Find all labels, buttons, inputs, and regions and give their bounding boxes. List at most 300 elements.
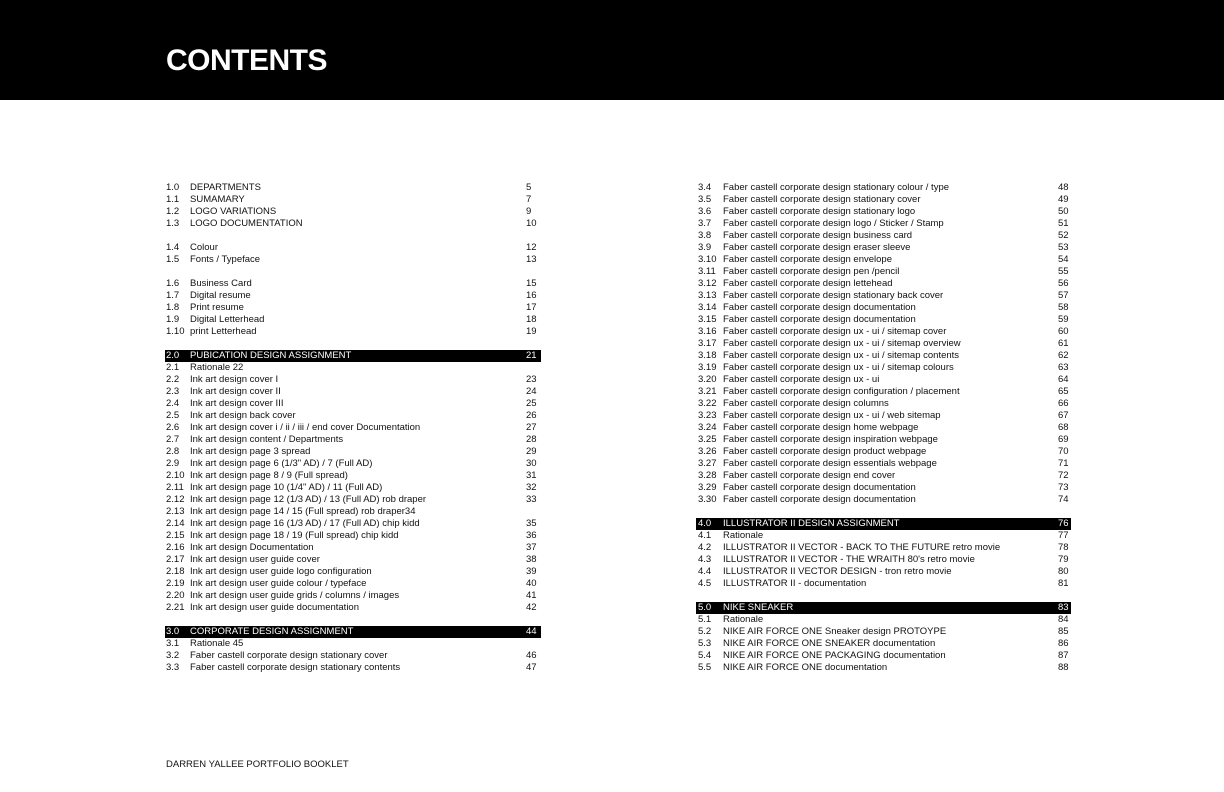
toc-entry-title: Ink art design cover i / ii / iii / end cover Documentation xyxy=(190,422,421,433)
toc-entry-number: 5.4 xyxy=(698,650,712,661)
toc-entry-page: 48 xyxy=(1058,182,1069,193)
toc-entry xyxy=(696,650,1071,662)
toc-entry-number: 3.21 xyxy=(698,386,717,397)
toc-entry xyxy=(696,422,1071,434)
toc-entry-page: 86 xyxy=(1058,638,1069,649)
toc-entry-page: 80 xyxy=(1058,566,1069,577)
toc-entry-page: 33 xyxy=(526,494,537,505)
toc-entry xyxy=(165,650,541,662)
toc-entry xyxy=(696,530,1071,542)
toc-entry-number: 3.10 xyxy=(698,254,717,265)
toc-entry-title: Faber castell corporate design ux - ui / sitemap overview xyxy=(723,338,961,349)
toc-entry-page: 36 xyxy=(526,530,537,541)
toc-entry-page: 31 xyxy=(526,470,537,481)
toc-entry-number: 1.7 xyxy=(166,290,180,301)
toc-entry xyxy=(165,218,541,230)
toc-entry-title: ILLUSTRATOR II VECTOR DESIGN - tron retro movie xyxy=(723,566,952,577)
toc-entry xyxy=(165,590,541,602)
toc-entry-page: 12 xyxy=(526,242,537,253)
toc-entry-page: 76 xyxy=(1058,518,1069,529)
toc-entry-number: 1.8 xyxy=(166,302,180,313)
toc-entry-title: Rationale 45 xyxy=(190,638,244,649)
toc-entry-title: Faber castell corporate design eraser sleeve xyxy=(723,242,911,253)
toc-entry-title: NIKE AIR FORCE ONE documentation xyxy=(723,662,888,673)
toc-entry-page: 67 xyxy=(1058,410,1069,421)
toc-entry-title: Faber castell corporate design columns xyxy=(723,398,889,409)
toc-entry-page: 50 xyxy=(1058,206,1069,217)
toc-entry xyxy=(165,374,541,386)
toc-entry-page: 19 xyxy=(526,326,537,337)
toc-entry-number: 2.15 xyxy=(166,530,185,541)
toc-entry-number: 3.26 xyxy=(698,446,717,457)
toc-spacer xyxy=(165,614,541,626)
toc-entry-number: 2.5 xyxy=(166,410,180,421)
toc-entry-page: 83 xyxy=(1058,602,1069,613)
toc-entry-page: 23 xyxy=(526,374,537,385)
toc-entry-title: Faber castell corporate design pen /pencil xyxy=(723,266,900,277)
toc-entry xyxy=(696,578,1071,590)
toc-entry xyxy=(165,398,541,410)
toc-entry-number: 4.2 xyxy=(698,542,712,553)
toc-entry-page: 85 xyxy=(1058,626,1069,637)
toc-entry-number: 3.20 xyxy=(698,374,717,385)
toc-entry xyxy=(165,314,541,326)
toc-entry xyxy=(696,638,1071,650)
toc-entry-page: 69 xyxy=(1058,434,1069,445)
toc-entry-title: Rationale xyxy=(723,614,764,625)
toc-entry-page: 66 xyxy=(1058,398,1069,409)
toc-entry xyxy=(696,662,1071,674)
toc-entry-title: LOGO VARIATIONS xyxy=(190,206,277,217)
toc-entry xyxy=(165,410,541,422)
toc-entry-page: 49 xyxy=(1058,194,1069,205)
toc-entry-title: Ink art design user guide logo configuration xyxy=(190,566,372,577)
toc-entry xyxy=(165,206,541,218)
toc-entry-number: 2.9 xyxy=(166,458,180,469)
toc-entry-number: 5.3 xyxy=(698,638,712,649)
toc-entry-number: 3.30 xyxy=(698,494,717,505)
toc-entry-title: Faber castell corporate design ux - ui xyxy=(723,374,880,385)
toc-entry-number: 2.1 xyxy=(166,362,180,373)
toc-entry-number: 2.8 xyxy=(166,446,180,457)
toc-entry xyxy=(696,218,1071,230)
toc-entry xyxy=(696,314,1071,326)
toc-entry-page: 39 xyxy=(526,566,537,577)
toc-entry xyxy=(165,326,541,338)
toc-entry xyxy=(165,494,541,506)
toc-entry-page: 77 xyxy=(1058,530,1069,541)
toc-spacer xyxy=(165,338,541,350)
toc-entry-page: 35 xyxy=(526,518,537,529)
toc-entry-title: Faber castell corporate design end cover xyxy=(723,470,896,481)
toc-entry xyxy=(696,242,1071,254)
toc-entry-title: ILLUSTRATOR II DESIGN ASSIGNMENT xyxy=(723,518,900,529)
toc-entry xyxy=(696,446,1071,458)
toc-entry-number: 2.0 xyxy=(166,350,180,361)
toc-entry xyxy=(165,290,541,302)
toc-entry-title: Ink art design page 3 spread xyxy=(190,446,311,457)
toc-entry-number: 1.5 xyxy=(166,254,180,265)
toc-entry-page: 10 xyxy=(526,218,537,229)
toc-entry-number: 3.0 xyxy=(166,626,180,637)
toc-entry-title: Faber castell corporate design home webpage xyxy=(723,422,919,433)
toc-entry-page: 58 xyxy=(1058,302,1069,313)
toc-entry xyxy=(696,338,1071,350)
toc-section-heading xyxy=(696,518,1071,530)
toc-entry-title: Faber castell corporate design stationary colour / type xyxy=(723,182,950,193)
toc-entry-number: 1.2 xyxy=(166,206,180,217)
toc-entry-page: 73 xyxy=(1058,482,1069,493)
toc-entry-page: 62 xyxy=(1058,350,1069,361)
toc-entry-page: 57 xyxy=(1058,290,1069,301)
toc-entry-page: 88 xyxy=(1058,662,1069,673)
toc-entry-title: Ink art design cover I xyxy=(190,374,279,385)
toc-entry xyxy=(165,302,541,314)
toc-entry-number: 4.0 xyxy=(698,518,712,529)
toc-entry xyxy=(696,206,1071,218)
toc-entry-title: Ink art design page 8 / 9 (Full spread) xyxy=(190,470,348,481)
toc-entry xyxy=(165,578,541,590)
toc-entry-title: Ink art design page 10 (1/4" AD) / 11 (Full AD) xyxy=(190,482,383,493)
toc-entry-number: 3.5 xyxy=(698,194,712,205)
toc-entry xyxy=(696,278,1071,290)
toc-entry-title: Colour xyxy=(190,242,218,253)
toc-entry xyxy=(696,434,1071,446)
toc-entry xyxy=(696,470,1071,482)
toc-entry-page: 46 xyxy=(526,650,537,661)
toc-entry-title: Ink art design page 12 (1/3 AD) / 13 (Full AD) rob draper xyxy=(190,494,427,505)
toc-entry-number: 2.19 xyxy=(166,578,185,589)
toc-entry xyxy=(696,230,1071,242)
toc-entry-page: 9 xyxy=(526,206,532,217)
toc-entry-number: 3.14 xyxy=(698,302,717,313)
toc-entry-title: Faber castell corporate design stationary contents xyxy=(190,662,401,673)
toc-section-heading xyxy=(696,602,1071,614)
toc-entry xyxy=(696,614,1071,626)
toc-entry xyxy=(696,266,1071,278)
toc-entry-page: 27 xyxy=(526,422,537,433)
toc-entry-number: 4.3 xyxy=(698,554,712,565)
toc-entry-title: Ink art design user guide documentation xyxy=(190,602,359,613)
toc-entry xyxy=(696,458,1071,470)
toc-entry-number: 2.4 xyxy=(166,398,180,409)
toc-entry-page: 53 xyxy=(1058,242,1069,253)
toc-entry-title: Ink art design cover III xyxy=(190,398,284,409)
toc-entry xyxy=(696,326,1071,338)
toc-entry-title: ILLUSTRATOR II VECTOR - BACK TO THE FUTURE retro movie xyxy=(723,542,1001,553)
toc-entry-page: 71 xyxy=(1058,458,1069,469)
toc-entry-title: NIKE AIR FORCE ONE PACKAGING documentation xyxy=(723,650,946,661)
toc-entry xyxy=(165,362,541,374)
toc-entry xyxy=(696,362,1071,374)
toc-entry-page: 28 xyxy=(526,434,537,445)
toc-entry-title: PUBICATION DESIGN ASSIGNMENT xyxy=(190,350,352,361)
toc-entry xyxy=(696,494,1071,506)
toc-entry-title: Faber castell corporate design ux - ui / sitemap colours xyxy=(723,362,954,373)
toc-entry xyxy=(165,446,541,458)
toc-entry-number: 5.2 xyxy=(698,626,712,637)
toc-entry-page: 29 xyxy=(526,446,537,457)
toc-spacer xyxy=(696,506,1071,518)
toc-entry-page: 56 xyxy=(1058,278,1069,289)
toc-section-heading xyxy=(165,350,541,362)
toc-section-heading xyxy=(165,626,541,638)
toc-entry-number: 2.7 xyxy=(166,434,180,445)
toc-entry-title: Ink art design user guide cover xyxy=(190,554,320,565)
toc-entry-title: Faber castell corporate design documentation xyxy=(723,302,916,313)
toc-entry-page: 81 xyxy=(1058,578,1069,589)
toc-entry-title: Ink art design Documentation xyxy=(190,542,314,553)
toc-entry-title: Ink art design back cover xyxy=(190,410,296,421)
toc-entry-number: 3.3 xyxy=(166,662,180,673)
toc-entry xyxy=(165,662,541,674)
toc-entry-title: ILLUSTRATOR II VECTOR - THE WRAITH 80's retro movie xyxy=(723,554,975,565)
toc-entry-page: 61 xyxy=(1058,338,1069,349)
toc-entry-number: 4.4 xyxy=(698,566,712,577)
toc-entry-number: 3.28 xyxy=(698,470,717,481)
toc-entry-page: 15 xyxy=(526,278,537,289)
toc-entry-page: 72 xyxy=(1058,470,1069,481)
toc-entry-title: Ink art design page 18 / 19 (Full spread) chip kidd xyxy=(190,530,399,541)
toc-entry xyxy=(696,554,1071,566)
toc-entry-title: NIKE AIR FORCE ONE SNEAKER documentation xyxy=(723,638,936,649)
toc-entry-title: NIKE AIR FORCE ONE Sneaker design PROTOYPE xyxy=(723,626,947,637)
toc-entry-page: 24 xyxy=(526,386,537,397)
toc-spacer xyxy=(165,266,541,278)
toc-entry-number: 4.1 xyxy=(698,530,712,541)
toc-entry-page: 40 xyxy=(526,578,537,589)
toc-entry-number: 3.15 xyxy=(698,314,717,325)
toc-entry-number: 2.16 xyxy=(166,542,185,553)
toc-entry-title: Digital Letterhead xyxy=(190,314,265,325)
toc-entry-title: print Letterhead xyxy=(190,326,257,337)
toc-entry xyxy=(165,194,541,206)
toc-entry-title: Faber castell corporate design inspiration webpage xyxy=(723,434,938,445)
toc-entry-number: 1.9 xyxy=(166,314,180,325)
toc-entry-page: 79 xyxy=(1058,554,1069,565)
toc-entry-number: 2.21 xyxy=(166,602,185,613)
toc-entry-number: 4.5 xyxy=(698,578,712,589)
toc-entry xyxy=(696,626,1071,638)
toc-entry-number: 5.1 xyxy=(698,614,712,625)
toc-entry-number: 3.19 xyxy=(698,362,717,373)
toc-entry-page: 55 xyxy=(1058,266,1069,277)
toc-entry-title: Faber castell corporate design documentation xyxy=(723,482,916,493)
toc-entry-title: Faber castell corporate design essentials webpage xyxy=(723,458,937,469)
toc-entry-number: 3.12 xyxy=(698,278,717,289)
toc-entry-number: 1.4 xyxy=(166,242,180,253)
toc-entry xyxy=(696,566,1071,578)
toc-entry-page: 74 xyxy=(1058,494,1069,505)
toc-entry-number: 3.13 xyxy=(698,290,717,301)
toc-entry xyxy=(696,350,1071,362)
toc-entry-title: LOGO DOCUMENTATION xyxy=(190,218,303,229)
toc-entry-page: 65 xyxy=(1058,386,1069,397)
toc-entry-number: 2.13 xyxy=(166,506,185,517)
toc-entry-title: Faber castell corporate design lettehead xyxy=(723,278,893,289)
toc-entry-page: 87 xyxy=(1058,650,1069,661)
toc-entry-number: 5.5 xyxy=(698,662,712,673)
toc-entry-page: 47 xyxy=(526,662,537,673)
toc-entry xyxy=(165,386,541,398)
toc-entry xyxy=(696,398,1071,410)
toc-entry-page: 30 xyxy=(526,458,537,469)
toc-entry-number: 3.9 xyxy=(698,242,712,253)
toc-entry xyxy=(165,518,541,530)
toc-entry xyxy=(696,410,1071,422)
toc-entry xyxy=(696,182,1071,194)
toc-entry xyxy=(165,638,541,650)
toc-entry-page: 42 xyxy=(526,602,537,613)
toc-entry-page: 84 xyxy=(1058,614,1069,625)
toc-entry-page: 78 xyxy=(1058,542,1069,553)
toc-entry-page: 21 xyxy=(526,350,537,361)
toc-entry xyxy=(696,302,1071,314)
toc-entry-number: 2.17 xyxy=(166,554,185,565)
toc-entry-title: Faber castell corporate design ux - ui / web sitemap xyxy=(723,410,941,421)
toc-entry-page: 52 xyxy=(1058,230,1069,241)
toc-entry-number: 2.14 xyxy=(166,518,185,529)
toc-entry-page: 17 xyxy=(526,302,537,313)
toc-entry xyxy=(165,470,541,482)
toc-entry xyxy=(165,506,541,518)
toc-entry-number: 3.7 xyxy=(698,218,712,229)
toc-entry-title: Faber castell corporate design configuration / placement xyxy=(723,386,960,397)
toc-entry-title: Faber castell corporate design envelope xyxy=(723,254,892,265)
toc-entry-page: 16 xyxy=(526,290,537,301)
toc-entry xyxy=(165,254,541,266)
toc-entry-page: 37 xyxy=(526,542,537,553)
toc-entry-title: Ink art design content / Departments xyxy=(190,434,344,445)
toc-spacer xyxy=(696,590,1071,602)
toc-entry-number: 3.25 xyxy=(698,434,717,445)
toc-entry-number: 2.20 xyxy=(166,590,185,601)
toc-entry-page: 26 xyxy=(526,410,537,421)
toc-entry-title: SUMAMARY xyxy=(190,194,245,205)
toc-entry xyxy=(165,242,541,254)
toc-entry-title: Business Card xyxy=(190,278,252,289)
toc-entry xyxy=(165,458,541,470)
toc-entry-page: 25 xyxy=(526,398,537,409)
toc-entry-title: Faber castell corporate design ux - ui / sitemap contents xyxy=(723,350,960,361)
header-bar xyxy=(0,0,1224,100)
toc-entry-title: Faber castell corporate design logo / Sticker / Stamp xyxy=(723,218,944,229)
toc-left-column xyxy=(165,182,541,674)
toc-entry xyxy=(165,602,541,614)
toc-entry-number: 3.8 xyxy=(698,230,712,241)
toc-entry-number: 3.2 xyxy=(166,650,180,661)
toc-entry-number: 1.0 xyxy=(166,182,180,193)
toc-entry-page: 7 xyxy=(526,194,532,205)
toc-entry-title: Faber castell corporate design documentation xyxy=(723,494,916,505)
toc-entry xyxy=(696,194,1071,206)
toc-entry-title: Faber castell corporate design ux - ui / sitemap cover xyxy=(723,326,947,337)
toc-entry-number: 3.11 xyxy=(698,266,716,277)
toc-entry-page: 54 xyxy=(1058,254,1069,265)
toc-entry-title: Print resume xyxy=(190,302,244,313)
toc-entry-title: Faber castell corporate design stationary cover xyxy=(723,194,921,205)
toc-entry-number: 3.27 xyxy=(698,458,717,469)
toc-entry-number: 3.16 xyxy=(698,326,717,337)
toc-entry-number: 3.23 xyxy=(698,410,717,421)
toc-entry-title: Faber castell corporate design business card xyxy=(723,230,913,241)
toc-entry-number: 2.6 xyxy=(166,422,180,433)
toc-entry-number: 3.4 xyxy=(698,182,712,193)
toc-entry-page: 38 xyxy=(526,554,537,565)
toc-entry-page: 32 xyxy=(526,482,537,493)
toc-entry-number: 3.22 xyxy=(698,398,717,409)
footer-text: DARREN YALLEE PORTFOLIO BOOKLET xyxy=(166,759,349,770)
toc-right-column xyxy=(696,182,1071,674)
toc-entry-page: 13 xyxy=(526,254,537,265)
toc-entry-page: 44 xyxy=(526,626,537,637)
toc-entry-title: Rationale xyxy=(723,530,764,541)
toc-entry-title: Ink art design user guide colour / typeface xyxy=(190,578,367,589)
toc-entry-number: 2.18 xyxy=(166,566,185,577)
toc-entry-title: Faber castell corporate design stationary logo xyxy=(723,206,916,217)
toc-entry-number: 1.10 xyxy=(166,326,185,337)
toc-entry-number: 3.18 xyxy=(698,350,717,361)
toc-entry xyxy=(696,374,1071,386)
toc-entry xyxy=(165,422,541,434)
toc-entry xyxy=(165,542,541,554)
toc-entry xyxy=(165,182,541,194)
toc-entry-number: 2.10 xyxy=(166,470,185,481)
toc-entry-page: 5 xyxy=(526,182,532,193)
toc-entry-number: 2.12 xyxy=(166,494,185,505)
toc-entry-title: Faber castell corporate design stationary cover xyxy=(190,650,388,661)
toc-entry-number: 2.2 xyxy=(166,374,180,385)
toc-entry-title: Rationale 22 xyxy=(190,362,244,373)
toc-entry-number: 1.3 xyxy=(166,218,180,229)
toc-entry-title: Fonts / Typeface xyxy=(190,254,261,265)
toc-entry-title: ILLUSTRATOR II - documentation xyxy=(723,578,867,589)
toc-entry-number: 3.29 xyxy=(698,482,717,493)
toc-entry-title: Ink art design cover II xyxy=(190,386,281,397)
toc-entry-page: 70 xyxy=(1058,446,1069,457)
toc-entry-number: 3.17 xyxy=(698,338,717,349)
toc-entry-title: Faber castell corporate design documentation xyxy=(723,314,916,325)
toc-entry-title: Ink art design user guide grids / columns / images xyxy=(190,590,400,601)
toc-entry-number: 5.0 xyxy=(698,602,712,613)
toc-entry-title: Digital resume xyxy=(190,290,251,301)
toc-entry-title: Faber castell corporate design stationary back cover xyxy=(723,290,944,301)
toc-entry-title: CORPORATE DESIGN ASSIGNMENT xyxy=(190,626,354,637)
toc-entry-number: 3.1 xyxy=(166,638,180,649)
toc-entry xyxy=(696,386,1071,398)
toc-entry-page: 59 xyxy=(1058,314,1069,325)
toc-entry xyxy=(165,434,541,446)
toc-spacer xyxy=(165,230,541,242)
toc-entry xyxy=(165,530,541,542)
toc-entry-title: Ink art design page 6 (1/3" AD) / 7 (Full AD) xyxy=(190,458,373,469)
toc-entry-page: 63 xyxy=(1058,362,1069,373)
toc-entry-page: 18 xyxy=(526,314,537,325)
toc-entry-page: 64 xyxy=(1058,374,1069,385)
page-title: CONTENTS xyxy=(166,44,327,77)
toc-entry-title: DEPARTMENTS xyxy=(190,182,261,193)
toc-entry xyxy=(165,278,541,290)
toc-entry-page: 41 xyxy=(526,590,537,601)
toc-entry xyxy=(165,554,541,566)
toc-entry-number: 3.6 xyxy=(698,206,712,217)
toc-entry xyxy=(696,482,1071,494)
toc-entry-title: NIKE SNEAKER xyxy=(723,602,794,613)
toc-entry-page: 68 xyxy=(1058,422,1069,433)
toc-entry-title: Faber castell corporate design product webpage xyxy=(723,446,927,457)
toc-entry-number: 1.1 xyxy=(166,194,180,205)
toc-entry-title: Ink art design page 16 (1/3 AD) / 17 (Full AD) chip kidd xyxy=(190,518,420,529)
